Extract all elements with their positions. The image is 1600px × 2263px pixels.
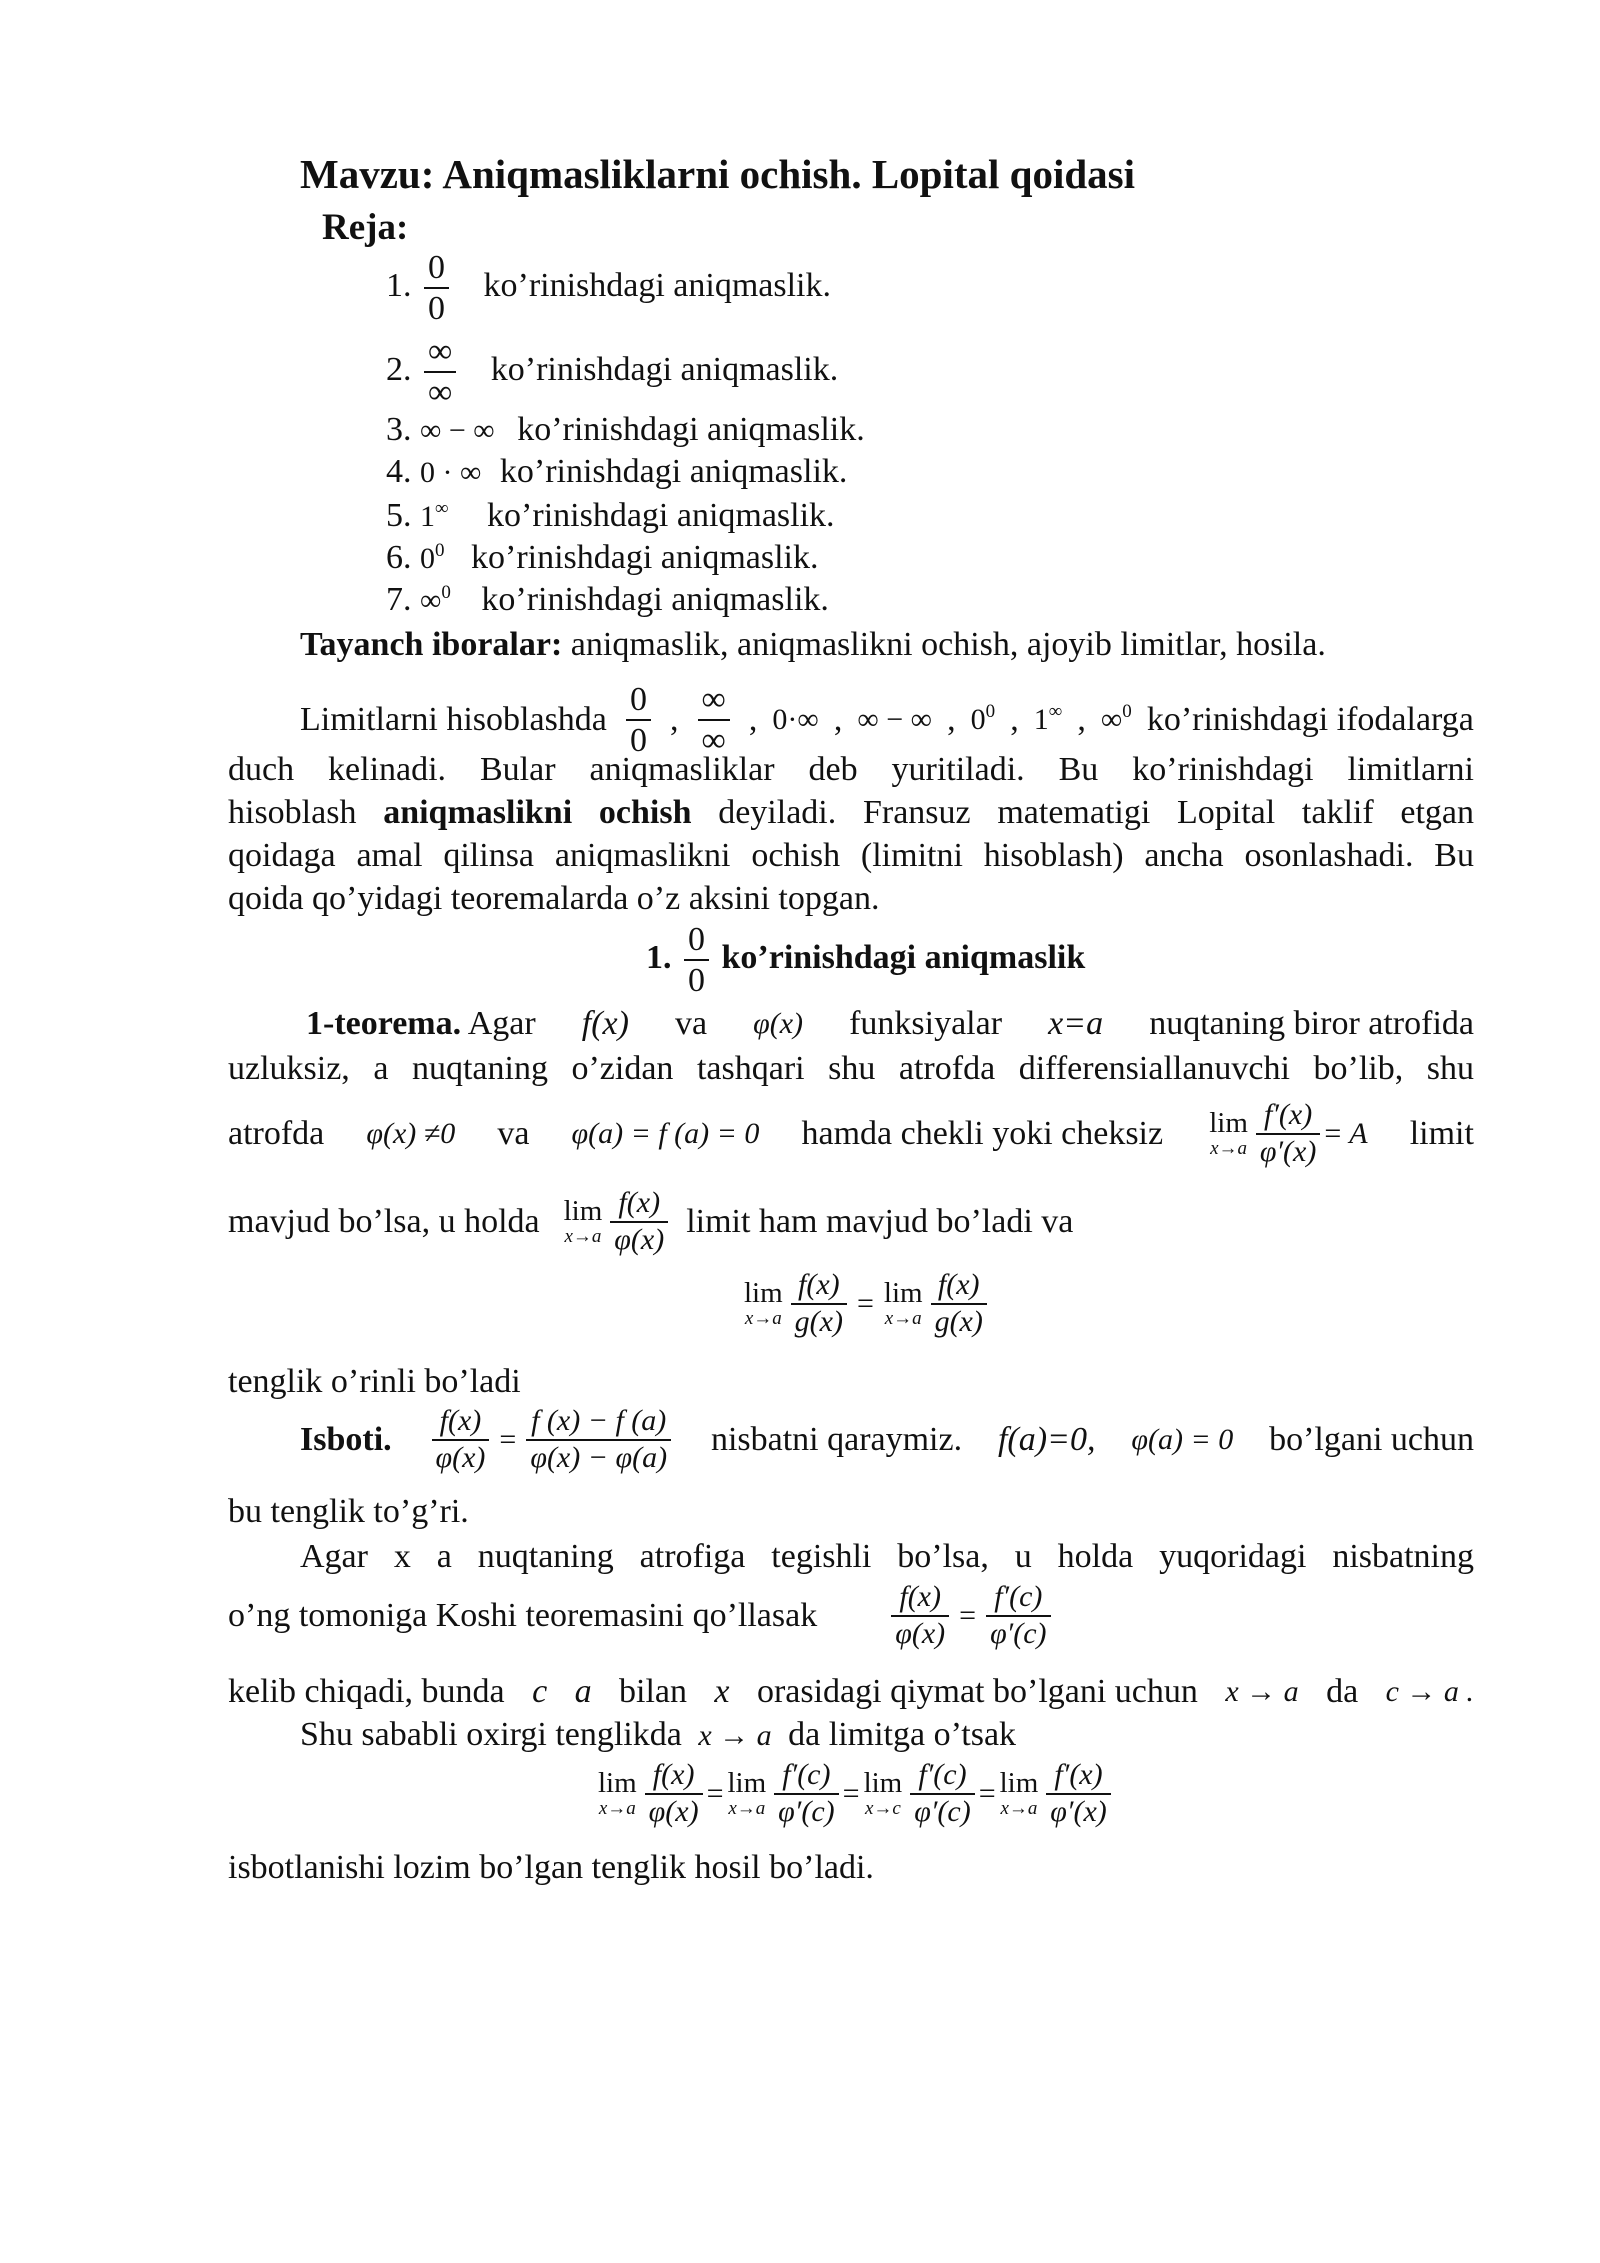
plan-item-text: ko’rinishdagi aniqmaslik. [490, 350, 839, 388]
equation-limit-chain: lim x→a $\frac{f(x)}{\varphi(x)}$ = lim x→a $\frac{f'(c)}{\varphi'(c)}$ = lim x→c $\frac{f'(c)}{\varphi'(c)}$ = lim x→a $\frac{f'(x)}{\varphi'(x)}$ [594, 1758, 1115, 1829]
proof-final-line: isbotlanishi lozim bo’lgan tenglik hosil bo’ladi. [228, 1849, 874, 1886]
limit-ratio-derivatives: lim x→a $\frac{f'(x)}{\varphi'(x)}$ = A [1209, 1098, 1368, 1168]
limit-ratio-functions: lim x→a $\frac{f(x)}{\varphi(x)}$ [560, 1186, 673, 1257]
intro-lead: Limitlarni hisoblashda [300, 701, 607, 739]
fraction-zero-over-zero: $\frac{0}{0}$ [626, 680, 651, 760]
math-base: 1 [420, 500, 435, 533]
cauchy-ratio: $\frac{f(x)}{\varphi(x)}$ = $\frac{f'(c)}{\varphi'(c)}$ [887, 1580, 1054, 1651]
plan-item-7 [386, 578, 829, 623]
equation-limit-equality: lim x→a $\frac{f(x)}{g(x)}$ = lim x→a $\frac{f(x)}{g(x)}$ [740, 1268, 991, 1339]
plan-item-3 [386, 408, 865, 453]
plan-item-number: 1. [386, 266, 412, 304]
math-phia-zero: φ(a) = 0 [1131, 1422, 1234, 1456]
plan-item-1 [386, 248, 831, 328]
plan-item-4 [386, 450, 847, 495]
form-zero-pow-zero: $0^0$ [970, 701, 996, 737]
theorem-line-1: 1-teorema. Agar f(x) va φ(x) funksiyalar x=a nuqtaning biror atrofida [306, 1002, 1474, 1046]
theorem-line-4: mavjud bo’lsa, u holda lim x→a $\frac{f(x)}{\varphi(x)}$ limit ham mavjud bo’ladi va [228, 1186, 1074, 1256]
plan-item-2 [386, 332, 838, 412]
proof-line-4: o’ng tomoniga Koshi teoremasini qo’llasak $\frac{f(x)}{\varphi(x)}$ = $\frac{f'(c)}{\varphi'(c)}$ [228, 1580, 1055, 1651]
math-form: 0 · ∞ [420, 456, 482, 489]
section-heading: 1. $\frac{0}{0}$ ko’rinishdagi aniqmaslik [646, 921, 1086, 1000]
theorem-line-2: uzluksiz, a nuqtaning o’zidan tashqari shu atrofda differensiallanuvchi bo’lib, shu [228, 1050, 1474, 1087]
plan-item-text: ko’rinishdagi aniqmaslik. [517, 411, 865, 448]
intro-line-1: Limitlarni hisoblashda $\frac{0}{0}$ , $\frac{\infty}{\infty}$ , 0·∞ , ∞ − ∞ , $0^0$ , 1∞ , ∞$^0$ ko’rinishdagi ifodalarga [300, 681, 1474, 760]
math-form: ∞ − ∞ [420, 414, 495, 447]
intro-line-2: duch kelinadi. Bular aniqmasliklar deb yuritiladi. Bu ko’rinishdagi limitlarni [228, 751, 1474, 788]
key-terms-text: aniqmaslik, aniqmaslikni ochish, ajoyib limitlar, hosila. [570, 626, 1326, 663]
math-phi-a-eq-zero: φ(a) = f (a) = 0 [571, 1116, 760, 1150]
math-fx: f(x) [581, 1005, 629, 1042]
key-terms-line [300, 623, 1326, 667]
math-base: 0 [420, 542, 435, 575]
plan-item-number: 6. [386, 539, 412, 576]
plan-item-number: 7. [386, 581, 412, 618]
proof-line-1: Isboti. $\frac{f(x)}{\varphi(x)}$ = $\frac{f (x) - f (a)}{\varphi(x) - \varphi(a)}$ nisbatni qaraymiz. f(a)=0, φ(a) = 0 bo’lgani uchun [300, 1404, 1474, 1474]
fraction-zero-over-zero: $\frac{0}{0}$ [684, 920, 709, 1000]
math-base: ∞ [420, 584, 442, 617]
form-zero-times-inf: 0·∞ [772, 703, 819, 737]
plan-item-6 [386, 536, 819, 581]
reja-heading: Reja: [322, 207, 409, 248]
page-title: Mavzu: Aniqmasliklarni ochish. Lopital qoidasi [300, 151, 1135, 197]
theorem-line-3: atrofda φ(x) ≠0 va φ(a) = f (a) = 0 hamda chekli yoki cheksiz lim x→a $\frac{f'(x)}{\varphi'(x)}$ = A limit [228, 1098, 1474, 1168]
plan-item-text: ko’rinishdagi aniqmaslik. [499, 453, 848, 490]
plan-item-number: 4. [386, 453, 412, 490]
fraction-zero-over-zero: $\frac{0}{0}$ [424, 248, 449, 328]
form-one-pow-inf: 1∞ [1033, 701, 1063, 737]
plan-item-number: 5. [386, 497, 412, 534]
plan-item-number: 3. [386, 411, 412, 448]
math-exponent: 0 [435, 540, 445, 561]
math-phi-nonzero: φ(x) ≠0 [366, 1116, 456, 1150]
form-inf-minus-inf: ∞ − ∞ [857, 703, 933, 737]
intro-line-5: qoida qo’yidagi teoremalarda o’z aksini topgan. [228, 880, 880, 917]
fraction-inf-over-inf: $\frac{\infty}{\infty}$ [698, 680, 730, 760]
plan-item-number: 2. [386, 350, 412, 388]
proof-line-5: kelib chiqadi, bunda c a bilan x orasidagi qiymat bo’lgani uchun x → a da c → a . [228, 1673, 1474, 1710]
intro-tail: ko’rinishdagi ifodalarga [1146, 701, 1474, 739]
math-fa-zero: f(a)=0, [997, 1420, 1096, 1458]
math-exponent: 0 [441, 582, 451, 603]
proof-line-3: Agar x a nuqtaning atrofiga tegishli bo’lsa, u holda yuqoridagi nisbatning [300, 1538, 1474, 1575]
form-inf-pow-zero: ∞$^0$ [1100, 701, 1132, 737]
fraction-inf-over-inf: $\frac{\infty}{\infty}$ [424, 332, 456, 412]
proof-ratio: $\frac{f(x)}{\varphi(x)}$ = $\frac{f (x) - f (a)}{\varphi(x) - \varphi(a)}$ [428, 1404, 676, 1475]
limit-operator: lim x→a [1209, 1107, 1248, 1159]
proof-label: Isboti. [300, 1420, 392, 1458]
plan-item-text: ko’rinishdagi aniqmaslik. [471, 539, 819, 576]
key-terms-label: Tayanch iboralar: [300, 626, 563, 663]
theorem-label: 1-teorema. [306, 1005, 462, 1042]
math-x-eq-a: x=a [1048, 1005, 1104, 1042]
proof-line-6: Shu sababli oxirgi tenglikda x → a da limitga o’tsak [300, 1716, 1017, 1753]
plan-item-text: ko’rinishdagi aniqmaslik. [483, 266, 832, 304]
intro-line-4: qoidaga amal qilinsa aniqmaslikni ochish (limitni hisoblash) ancha osonlashadi. Bu [228, 837, 1474, 874]
plan-item-text: ko’rinishdagi aniqmaslik. [481, 581, 829, 618]
math-exponent: ∞ [435, 498, 449, 519]
math-phix: φ(x) [753, 1007, 804, 1040]
plan-item-5 [386, 494, 835, 539]
intro-line-3: hisoblash aniqmaslikni ochish deyiladi. Fransuz matematigi Lopital taklif etgan [228, 794, 1475, 831]
bold-term: aniqmaslikni ochish [383, 794, 692, 831]
theorem-line-5: tenglik o’rinli bo’ladi [228, 1363, 521, 1400]
proof-line-2: bu tenglik to’g’ri. [228, 1493, 469, 1530]
plan-item-text: ko’rinishdagi aniqmaslik. [487, 497, 835, 534]
